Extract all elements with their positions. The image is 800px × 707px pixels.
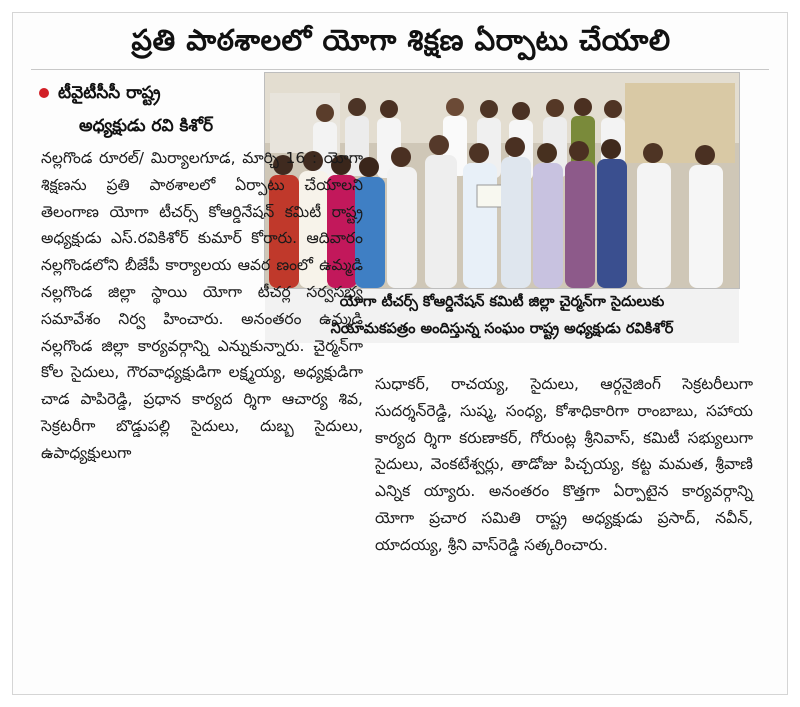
body-text-right: సుధాకర్, రాచయ్య, సైదులు, ఆర్గనైజింగ్ సెక్రటరీలుగా సుదర్శన్‌రెడ్డి, సుష్మ, సంధ్య, కోశాధికారిగా రాంబాబు, సహాయ కార్యద ర్శిగా కరుణాకర్, గోరుంట్ల శ్రీనివాస్, కమిటీ సభ్యులుగా సైదులు, వెంకటేశ్వర్లు, తాడోజు పిచ్చయ్య, కట్ట మమత, శ్రీవాణి ఎన్నిక య్యారు. అనంతరం కొత్తగా ఏర్పాటైన కార్యవర్గాన్ని యోగా ప్రచార సమితి రాష్ట్ర అధ్యక్షుడు ప్రసాద్, నవీన్, యాదయ్య, శ్రీని వాస్‌రెడ్డి సత్కరించారు. (375, 375, 753, 554)
body-column-right (375, 371, 753, 559)
headline: ప్రతి పాఠశాలలో యోగా శిక్షణ ఏర్పాటు చేయాలి (131, 23, 671, 57)
headline-divider (31, 69, 769, 70)
subhead-line-2: అధ్యక్షుడు రవి కిశోర్ (79, 116, 214, 136)
newspaper-clipping (12, 12, 788, 695)
red-bullet-icon (39, 88, 49, 98)
photo-caption-line-2: నియామకపత్రం అందిస్తున్న సంఘం రాష్ట్ర అధ్యక్షుడు రవికిశోర్ (330, 321, 674, 337)
body-text-left: నల్లగొండ రూరల్/ మిర్యాలగూడ, మార్చి 16 : యోగా శిక్షణను ప్రతి పాఠశాలలో ఏర్పాటు చేయాలని తెలంగాణ యోగా టీచర్స్ కోఆర్డినేషన్ కమిటీ రాష్ట్ర అధ్యక్షుడు ఎస్.రవికిశోర్ కుమార్ కోరారు. ఆదివారం నల్లగొండలోని బీజేపీ కార్యాలయ ఆవర ణంలో ఉమ్మడి నల్లగొండ జిల్లా స్థాయి యోగా టీచర్ల సర్వసభ్య సమావేశం నిర్వ హించారు. అనంతరం ఉమ్మడి నల్లగొండ జిల్లా కార్యవర్గాన్ని ఎన్నుకున్నారు. చైర్మన్‌గా కోల సైదులు, గౌరవాధ్యక్షుడిగా లక్ష్మయ్య, అధ్యక్షుడిగా చాడ పాపిరెడ్డి, ప్రధాన కార్యద ర్శిగా ఆచార్య శివ, సెక్రటరీగా బొడ్డుపల్లి సైదులు, దుబ్బ సైదులు, ఉపాధ్యక్షులుగా (41, 149, 363, 462)
body-column-left (41, 145, 363, 467)
photo-caption-line-1: యోగా టీచర్స్ కోఆర్డినేషన్ కమిటీ జిల్లా చైర్మన్‌గా సైదులుకు (339, 294, 665, 310)
subheadline (39, 77, 269, 143)
subhead-line-1: టీవైటీసీసీ రాష్ట్ర (58, 83, 161, 103)
